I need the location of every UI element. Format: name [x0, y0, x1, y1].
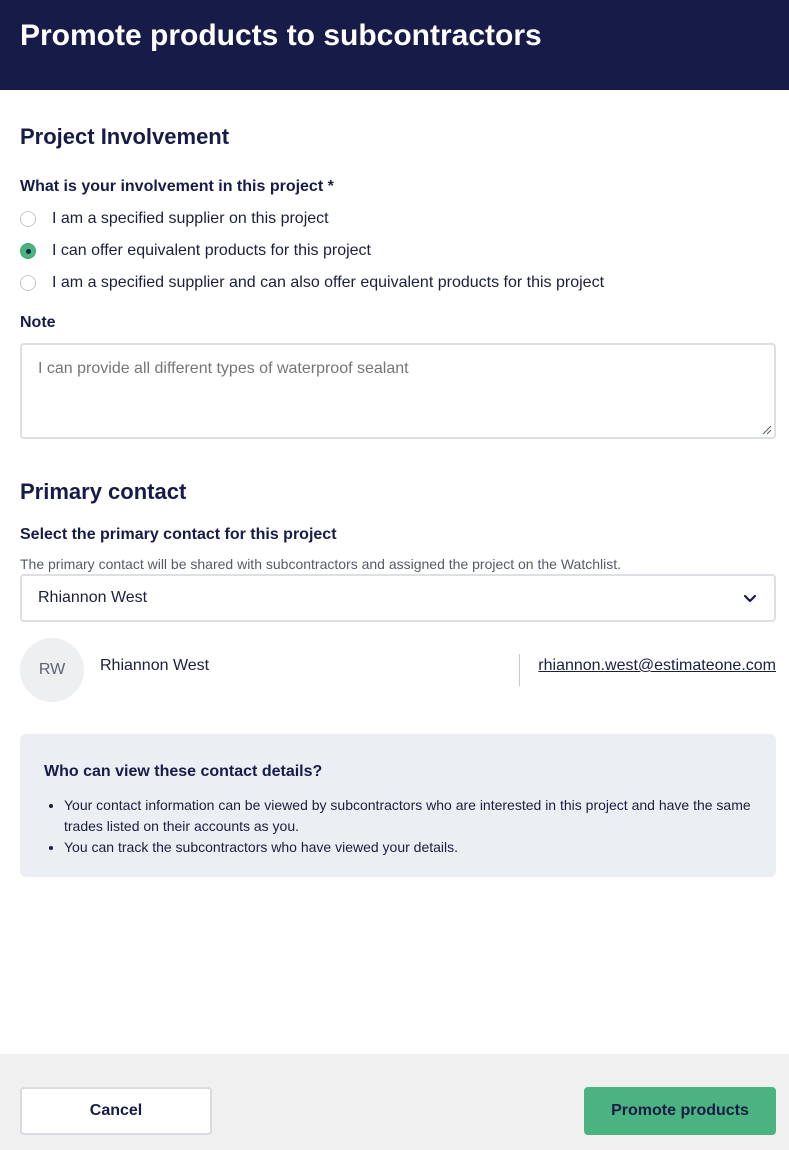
- page-title: Promote products to subcontractors: [20, 19, 542, 52]
- resize-handle-icon[interactable]: [762, 425, 772, 435]
- primary-contact-selected-value: Rhiannon West: [38, 589, 148, 606]
- involvement-section-title: Project Involvement: [20, 124, 230, 149]
- modal-header: [0, 0, 789, 90]
- contact-visibility-info-box: [20, 734, 776, 877]
- contact-name: Rhiannon West: [100, 657, 210, 674]
- info-box-title: Who can view these contact details?: [44, 763, 323, 780]
- info-box-list-item: • Your contact information can be viewed by subcontractors who are interested in this project and have the same trades listed on their accounts as you.: [64, 795, 752, 837]
- radio-option-label: I am a specified supplier on this project: [52, 210, 329, 227]
- note-label: Note: [20, 314, 56, 331]
- chevron-down-icon: [742, 590, 758, 606]
- radio-option-label: I am a specified supplier and can also offer equivalent products for this project: [52, 274, 605, 291]
- contact-email-link[interactable]: rhiannon.west@estimateone.com: [538, 657, 776, 674]
- cancel-button[interactable]: Cancel: [20, 1087, 212, 1135]
- primary-contact-select[interactable]: [20, 574, 776, 622]
- info-box-list: [44, 795, 752, 858]
- radio-option-specified-supplier[interactable]: [20, 208, 329, 230]
- radio-option-label: I can offer equivalent products for this project: [52, 242, 371, 259]
- note-textarea[interactable]: [20, 343, 776, 439]
- promote-products-button[interactable]: Promote products: [584, 1087, 776, 1135]
- radio-button-icon[interactable]: [20, 275, 36, 291]
- primary-contact-helper-text: The primary contact will be shared with subcontractors and assigned the project on the Watchlist.: [20, 556, 621, 572]
- info-box-list-item: • You can track the subcontractors who have viewed your details.: [64, 837, 752, 858]
- primary-contact-section-title: Primary contact: [20, 479, 187, 504]
- primary-contact-select-label: Select the primary contact for this project: [20, 526, 337, 543]
- modal-footer: [0, 1054, 789, 1150]
- radio-button-checked-icon[interactable]: [20, 243, 36, 259]
- radio-option-both[interactable]: [20, 272, 604, 294]
- contact-divider: [519, 654, 520, 686]
- radio-button-icon[interactable]: [20, 211, 36, 227]
- involvement-question-label: What is your involvement in this project *: [20, 178, 334, 195]
- radio-option-equivalent-products[interactable]: [20, 240, 371, 262]
- avatar: RW: [20, 638, 84, 702]
